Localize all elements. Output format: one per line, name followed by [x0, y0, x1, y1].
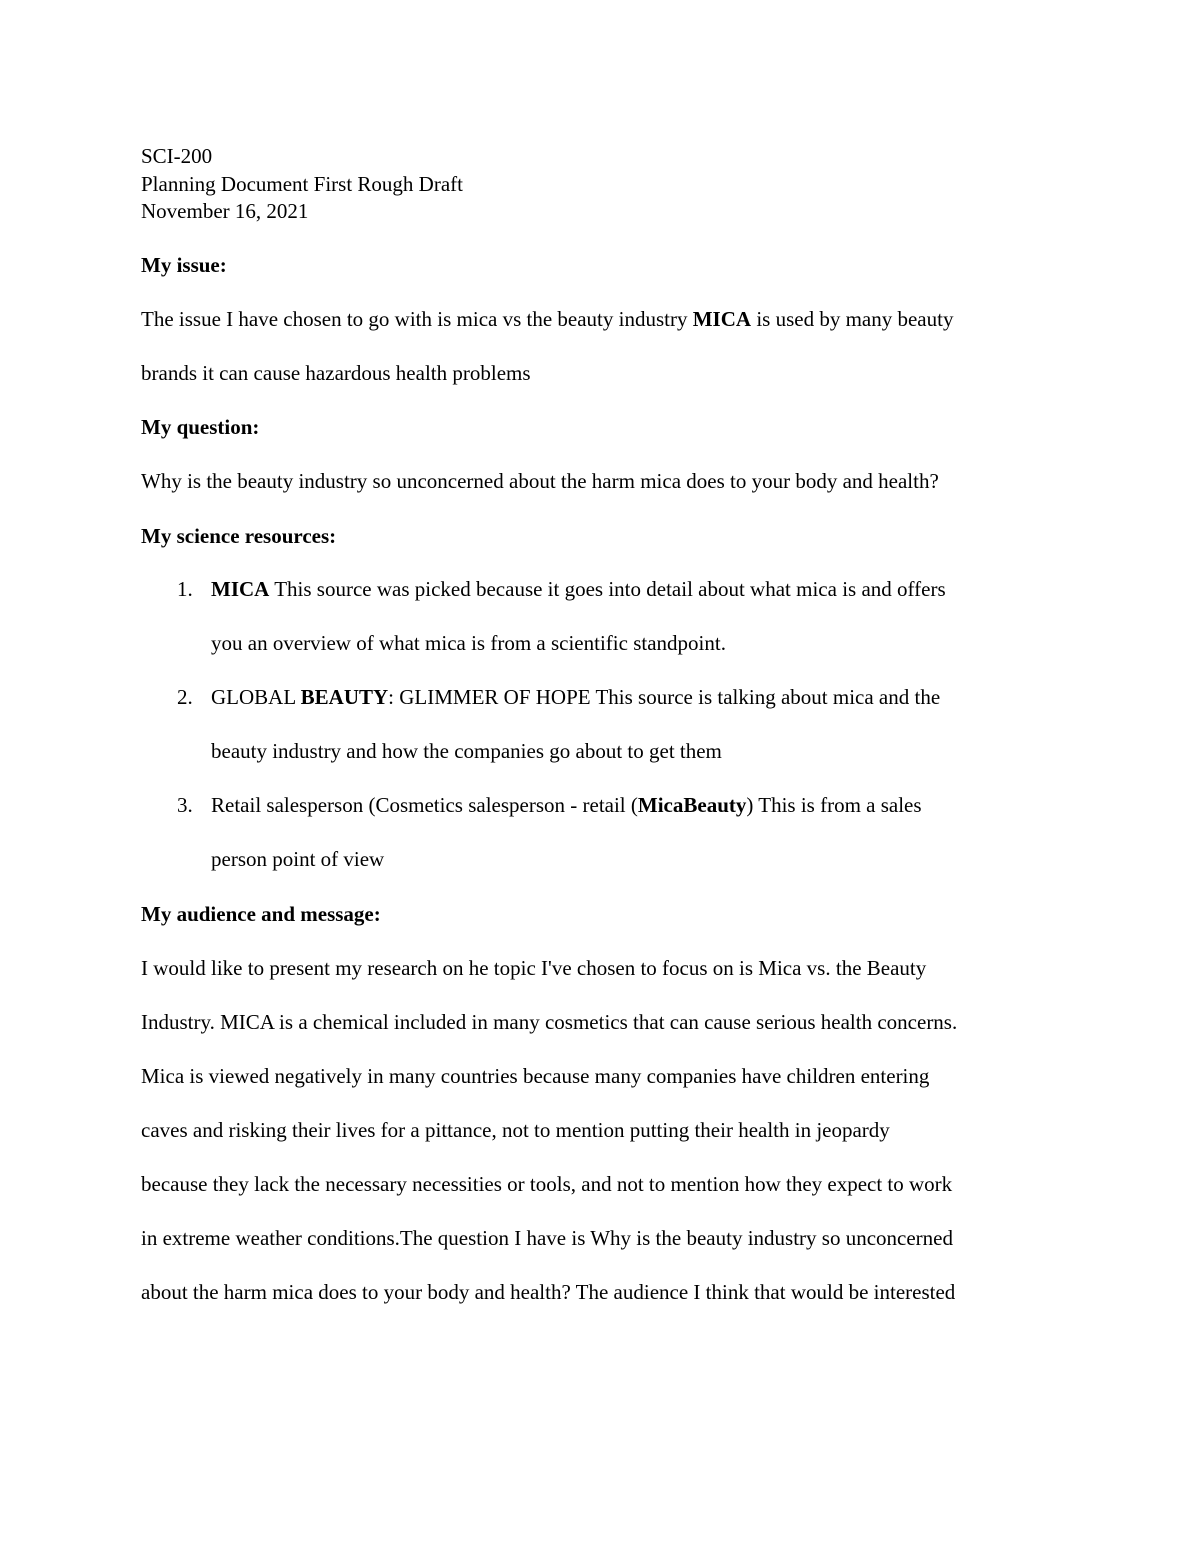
issue-line-1 [141, 292, 1061, 346]
resource-line-1 [211, 562, 1061, 616]
list-number: 2. [177, 685, 193, 709]
course-code: SCI-200 [141, 144, 213, 168]
resource-line-2: you an overview of what mica is from a scientific standpoint. [211, 631, 726, 655]
issue-text-post: is used by many beauty [751, 307, 954, 331]
resource-title-bold: MICA [211, 577, 270, 601]
issue-paragraph [141, 292, 1061, 400]
resource-text-post: : GLIMMER OF HOPE This source is talking about mica and the [388, 685, 941, 709]
question-heading: My question: [141, 415, 260, 439]
issue-heading: My issue: [141, 253, 227, 277]
audience-line: in extreme weather conditions.The question I have is Why is the beauty industry so unconcerned [141, 1226, 953, 1250]
resource-title-bold: MicaBeauty [637, 793, 747, 817]
audience-line: because they lack the necessary necessities or tools, and not to mention how they expect to work [141, 1172, 953, 1196]
resource-text-pre: Retail salesperson (Cosmetics salesperson - retail ( [211, 793, 638, 817]
audience-heading: My audience and message: [141, 902, 381, 926]
resources-list [141, 562, 1061, 886]
resource-line-2: person point of view [211, 847, 385, 871]
audience-paragraph [141, 941, 1061, 1319]
audience-line: about the harm mica does to your body and health? The audience I think that would be interested [141, 1280, 956, 1304]
issue-text-pre: The issue I have chosen to go with is mica vs the beauty industry [141, 307, 693, 331]
audience-line: I would like to present my research on he topic I've chosen to focus on is Mica vs. the Beauty [141, 956, 927, 980]
resource-item-3 [141, 778, 1061, 886]
resource-text-post: This source was picked because it goes into detail about what mica is and offers [269, 577, 946, 601]
list-number: 3. [177, 793, 193, 817]
audience-line: Mica is viewed negatively in many countries because many companies have children entering [141, 1064, 930, 1088]
resource-title-bold: BEAUTY [300, 685, 389, 709]
resource-line-1 [211, 670, 1061, 724]
audience-line: caves and risking their lives for a pittance, not to mention putting their health in jeopardy [141, 1118, 890, 1142]
resources-heading: My science resources: [141, 524, 337, 548]
resource-item-2 [141, 670, 1061, 778]
document-header [141, 143, 463, 226]
question-paragraph [141, 454, 1061, 508]
issue-text-bold: MICA [692, 307, 752, 331]
document-date: November 16, 2021 [141, 199, 309, 223]
resource-line-2: beauty industry and how the companies go about to get them [211, 739, 722, 763]
audience-line: Industry. MICA is a chemical included in many cosmetics that can cause serious health concerns. [141, 1010, 958, 1034]
issue-line-2: brands it can cause hazardous health problems [141, 361, 531, 385]
question-text: Why is the beauty industry so unconcerned about the harm mica does to your body and health? [141, 469, 939, 493]
document-title: Planning Document First Rough Draft [141, 171, 463, 196]
resource-text-pre: GLOBAL [211, 685, 301, 709]
list-number: 1. [177, 577, 193, 601]
resource-line-1 [211, 778, 1061, 832]
resource-text-post: ) This is from a sales [746, 793, 922, 817]
resource-item-1 [141, 562, 1061, 670]
